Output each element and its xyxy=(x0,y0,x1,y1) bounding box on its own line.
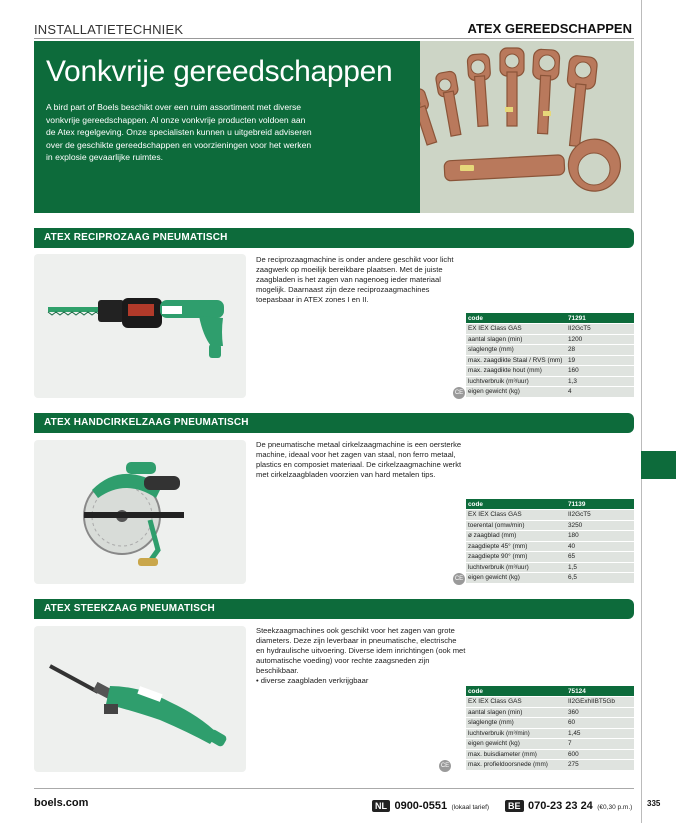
spec-label: EX IEX Class GAS xyxy=(466,324,566,335)
product-description: Steekzaagmachines ook geschikt voor het zagen van grote diameters. Deze zijn leverbaar in pneumatische, electrische en hydraulische uitvoering. Diverse idem inrichtingen (ook met automatische voeding) voor rechte zaagsneden zijn beschikbaar. xyxy=(256,626,466,675)
spec-header-row xyxy=(466,686,634,697)
nl-note: (lokaal tarief) xyxy=(451,804,490,811)
spec-row xyxy=(466,510,634,521)
spec-header-row xyxy=(466,313,634,324)
footer-divider xyxy=(34,788,634,789)
steekzaag-photo xyxy=(34,626,246,772)
spec-value: 180 xyxy=(566,531,634,542)
spec-row xyxy=(466,334,634,345)
spec-value: 1,5 xyxy=(566,562,634,573)
spec-label: luchtverbruik (m³/min) xyxy=(466,728,566,739)
circular-saw-illustration xyxy=(34,440,246,584)
spec-label: aantal slagen (min) xyxy=(466,707,566,718)
spec-value: 60 xyxy=(566,718,634,729)
spec-row xyxy=(466,366,634,377)
spec-label: toerental (omw/min) xyxy=(466,520,566,531)
spec-label: luchtverbruik (m³/uur) xyxy=(466,562,566,573)
spec-row xyxy=(466,355,634,366)
spec-label: EX IEX Class GAS xyxy=(466,510,566,521)
spec-value: 360 xyxy=(566,707,634,718)
section-bar-reciprozaag xyxy=(34,228,634,248)
spec-label: max. zaagdikte Staal / RVS (mm) xyxy=(466,355,566,366)
hero-banner xyxy=(34,41,634,213)
spec-label: code xyxy=(466,686,566,697)
spec-row xyxy=(466,718,634,729)
spec-label: max. buisdiameter (mm) xyxy=(466,749,566,760)
section-title: ATEX RECIPROZAAG PNEUMATISCH xyxy=(44,232,228,243)
spec-value: II2GcT5 xyxy=(566,324,634,335)
ce-mark-icon: CE xyxy=(453,573,465,585)
spec-label: zaagdiepte 45° (mm) xyxy=(466,541,566,552)
spec-label: aantal slagen (min) xyxy=(466,334,566,345)
spec-row xyxy=(466,552,634,563)
spec-label: slaglengte (mm) xyxy=(466,718,566,729)
section-title: ATEX HANDCIRKELZAAG PNEUMATISCH xyxy=(44,417,249,428)
section-title: ATEX STEEKZAAG PNEUMATISCH xyxy=(44,603,215,614)
spec-label: max. profieldoorsnede (mm) xyxy=(466,760,566,771)
spec-row xyxy=(466,345,634,356)
ce-mark-icon: CE xyxy=(439,760,451,772)
spec-row xyxy=(466,739,634,750)
wrench-set-illustration xyxy=(420,41,634,213)
nl-phone[interactable]: 0900-0551 xyxy=(394,800,448,812)
spec-row xyxy=(466,324,634,335)
spec-value: 600 xyxy=(566,749,634,760)
spec-value: 65 xyxy=(566,552,634,563)
header-divider xyxy=(34,38,634,39)
nl-country-badge: NL xyxy=(372,800,390,812)
spec-header-row xyxy=(466,499,634,510)
be-note: (€0,30 p.m.) xyxy=(597,804,633,811)
spec-row xyxy=(466,760,634,771)
spec-row xyxy=(466,573,634,584)
spec-value: 75124 xyxy=(566,686,634,697)
spec-value: II2GExhIIBT5Gb xyxy=(566,697,634,708)
spec-value: 1,45 xyxy=(566,728,634,739)
spec-value: 7 xyxy=(566,739,634,750)
category-label: INSTALLATIETECHNIEK xyxy=(34,22,184,37)
website-link[interactable]: boels.com xyxy=(34,797,89,809)
hero-text: A bird part of Boels beschikt over een ruim assortiment met diverse vonkvrije gereedschappen. Al onze vonkvrije producten voldoen aan de Atex regelgeving. Onze specialisten kunnen u uitgebreid adviseren over de geschikte gereedschappen en voorzieningen voor het werken in explosie gevaarlijke ruimtes. xyxy=(46,102,312,162)
spec-value: 3250 xyxy=(566,520,634,531)
spec-label: max. zaagdikte hout (mm) xyxy=(466,366,566,377)
spec-row xyxy=(466,541,634,552)
spec-value: 4 xyxy=(566,387,634,398)
spec-row xyxy=(466,531,634,542)
spec-label: eigen gewicht (kg) xyxy=(466,573,566,584)
handcirkelzaag-photo xyxy=(34,440,246,584)
spec-value: 28 xyxy=(566,345,634,356)
spec-table-reciprozaag xyxy=(466,313,634,398)
spec-table-steekzaag xyxy=(466,686,634,771)
spec-value: 1200 xyxy=(566,334,634,345)
spec-value: 1,3 xyxy=(566,376,634,387)
spec-label: luchtverbruik (m³/uur) xyxy=(466,376,566,387)
spec-row xyxy=(466,376,634,387)
spec-row xyxy=(466,520,634,531)
spec-row xyxy=(466,387,634,398)
spec-row xyxy=(466,562,634,573)
spec-value: II2GcT5 xyxy=(566,510,634,521)
spec-label: code xyxy=(466,313,566,324)
spec-table-handcirkelzaag xyxy=(466,499,634,584)
spec-value: 275 xyxy=(566,760,634,771)
section-bar-steekzaag xyxy=(34,599,634,619)
spec-value: 160 xyxy=(566,366,634,377)
spec-row xyxy=(466,728,634,739)
spec-label: eigen gewicht (kg) xyxy=(466,739,566,750)
nl-contact xyxy=(372,796,489,814)
product-bullet: • diverse zaagbladen verkrijgbaar xyxy=(256,676,369,685)
ce-mark-icon: CE xyxy=(453,387,465,399)
jigsaw-illustration xyxy=(34,626,246,772)
spec-value: 71291 xyxy=(566,313,634,324)
wrench-set-photo xyxy=(420,41,634,213)
product-description: De reciprozaagmachine is onder andere geschikt voor licht zaagwerk op moeilijk bereikbare plaatsen. Met de juiste zaagbladen is het zagen van nagenoeg ieder materiaal mogelijk. Daarnaast zijn deze reciprozaagmachines toepasbaar in ATEX zones I en II. xyxy=(256,255,454,304)
spec-row xyxy=(466,707,634,718)
spec-value: 71139 xyxy=(566,499,634,510)
spec-value: 40 xyxy=(566,541,634,552)
product-description: De pneumatische metaal cirkelzaagmachine is een oersterke machine, ideaal voor het zagen van staal, non ferro metaal, plastics en composiet materiaal. De cirkelzaagmachine werkt met cirkelzaagbladen voorzien van hard metalen tips. xyxy=(256,440,462,479)
thumb-tab xyxy=(641,451,676,479)
spec-value: 19 xyxy=(566,355,634,366)
be-contact xyxy=(505,796,632,814)
spec-value: 6,5 xyxy=(566,573,634,584)
spec-row xyxy=(466,697,634,708)
reciprozaag-photo xyxy=(34,254,246,398)
spec-label: zaagdiepte 90° (mm) xyxy=(466,552,566,563)
reciprocating-saw-illustration xyxy=(34,254,246,398)
page-edge-line xyxy=(641,0,642,823)
section-label: ATEX GEREEDSCHAPPEN xyxy=(467,21,632,36)
section-bar-handcirkelzaag xyxy=(34,413,634,433)
be-country-badge: BE xyxy=(505,800,524,812)
hero-title: Vonkvrije gereedschappen xyxy=(46,55,393,88)
page-number: 335 xyxy=(647,799,661,808)
spec-label: slaglengte (mm) xyxy=(466,345,566,356)
spec-label: eigen gewicht (kg) xyxy=(466,387,566,398)
spec-label: ø zaagblad (mm) xyxy=(466,531,566,542)
spec-row xyxy=(466,749,634,760)
spec-label: code xyxy=(466,499,566,510)
be-phone[interactable]: 070-23 23 24 xyxy=(527,800,593,812)
spec-label: EX IEX Class GAS xyxy=(466,697,566,708)
